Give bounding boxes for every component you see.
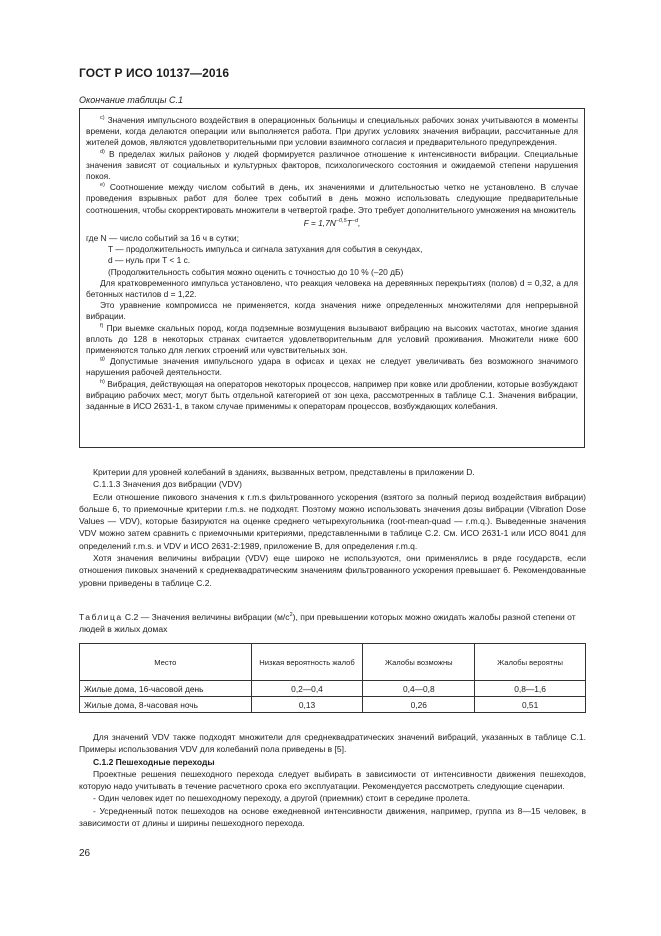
note-g <box>86 356 578 378</box>
paragraph: Если отношение пикового значения к r.m.s фильтрованного ускорения (взятого за полный период воздействия вибрации) больше 6, то приемочные критерии r.m.s. не подходят. Поэтому можно использовать значения дозы вибрации (Vibration Dose Values — VDV), которые базируются на оценке среднего четырехугольника (root-mean-quad — r.m.q.). Выведенные значения VDV можно затем сравнить с приемочными критериями, представленными в таблице С.2. См. ИСО 2631-1 или ИСО 8041 для определений r.m.s. и VDV и ИСО 2631-2:1989, приложение В, для определения r.m.q. <box>79 491 586 551</box>
note-marker: h) <box>100 378 105 385</box>
where-intro: где N — число событий за 16 ч в сутки; <box>86 233 239 244</box>
formula-part: F = 1,7N <box>303 217 336 228</box>
note-text: При выемке скальных пород, когда подземные возмущения вызывают вибрацию на высоких частотах, многие здания вплоть до 128 в некоторых странах считается удовлетворительным для условий проживания. Множители ниже 600 применяются только для легких строений или чувствительных зон. <box>86 322 578 356</box>
note-h <box>86 379 578 413</box>
note-d <box>86 149 578 183</box>
note-text: Вибрация, действующая на операторов некоторых процессов, например при ковке или дроблении, которые возбуждают вибрацию рабочих мест, могут быть отдельной категорией от зон цеха, рассмотренных в таблице С.1. Значения вибрации, заданные в ИСО 2631-1, в таком случае применимы к операторам процессов, возбуждающих колебания. <box>86 378 579 412</box>
vibration-table <box>79 643 586 713</box>
table-notes-box <box>79 108 585 448</box>
paragraph: Критерии для уровней колебаний в зданиях, вызванных ветром, представлены в приложении D. <box>93 467 475 477</box>
caption-text: ), при превышении которых можно ожидать жалобы разной степени от людей в жилых домах <box>79 612 576 634</box>
table-cell: 0,13 <box>251 697 363 713</box>
table-continuation-label: Окончание таблицы С.1 <box>79 95 183 105</box>
note-c <box>86 115 578 149</box>
note-e <box>86 182 578 216</box>
caption-label: Таблица <box>79 612 123 622</box>
formula-exponent: −0,5 <box>335 218 347 225</box>
note-text: Значения импульсного воздействия в операционных больницы и специальных рабочих зонах учитываются в моменты времени, когда делаются операции или выполняется работа. При других условиях значения вибрации, рассчитанные для жителей домов, являются удовлетворительными при условии взаимного согласия и предварительного предупреждения. <box>86 115 579 148</box>
table-cell: 0,8—1,6 <box>475 681 586 697</box>
column-header: Жалобы возможны <box>363 644 475 681</box>
paragraph: Проектные решения пешеходного перехода следует выбирать в зависимости от интенсивности движения пешеходов, которую надо учитывать в течение расчетного срока его эксплуатации. Рекомендуется рассмотреть следующие сценарии. <box>79 768 586 792</box>
table-cell: Жилые дома, 8-часовая ночь <box>80 697 252 713</box>
column-header: Низкая вероятность жалоб <box>251 644 363 681</box>
note-marker: d) <box>100 148 105 155</box>
body-section-1 <box>79 466 586 589</box>
formula-part: , <box>358 217 361 228</box>
column-header: Жалобы вероятны <box>475 644 586 681</box>
formula-part: T <box>346 217 352 228</box>
section-heading: С.1.1.3 Значения доз вибрации (VDV) <box>93 479 242 490</box>
table-cell: 0,2—0,4 <box>251 681 363 697</box>
table-cell: Жилые дома, 16-часовой день <box>80 681 252 697</box>
note-marker: f) <box>100 322 104 329</box>
table-cell: 0,26 <box>363 697 475 713</box>
table-caption <box>79 611 586 635</box>
where-duration: (Продолжительность события можно оценить с точностью до 10 % (–20 дБ) <box>108 266 404 277</box>
column-header: Место <box>80 644 252 681</box>
caption-text: С.2 — Значения величины вибрации (м/с <box>124 612 290 622</box>
table-row <box>80 697 586 713</box>
note-text: Допустимые значения импульсного удара в офисах и цехах не следует увеличивать без возможного значимого нарушения рабочей деятельности. <box>86 356 579 378</box>
list-item: - Усредненный поток пешеходов на основе ежедневной интенсивности движения, например, группа из 8—15 человек, в зависимости от длины и ширины пешеходного перехода. <box>79 805 586 829</box>
list-item: - Один человек идет по пешеходному переходу, а другой (приемник) стоит в середине пролета. <box>93 793 471 804</box>
note-marker: c) <box>100 115 105 122</box>
not-applied-text: Это уравнение компромисса не применяется, когда значения ниже определенных множителями для непрерывной вибрации. <box>86 300 578 322</box>
formula <box>86 218 578 229</box>
short-pulse-text: Для кратковременного импульса установлено, что реакция человека на деревянных перекрытиях (полов) d = 0,32, а для бетонных настилов d = 1,22. <box>86 277 578 300</box>
paragraph: Для значений VDV также подходят множители для среднеквадратических значений вибраций, указанных в таблице С.1. Примеры использования VDV для колебаний пола приведены в [5]. <box>79 732 586 755</box>
table-header-row <box>80 644 586 681</box>
table-row <box>80 681 586 697</box>
where-T: T — продолжительность импульса и сигнала затухания для события в секундах, <box>108 244 423 255</box>
caption-superscript: 2 <box>289 612 293 619</box>
section-heading: С.1.2 Пешеходные переходы <box>93 756 215 767</box>
document-header: ГОСТ Р ИСО 10137—2016 <box>79 66 230 80</box>
note-marker: e) <box>100 182 105 189</box>
note-f <box>86 323 578 357</box>
note-text: В пределах жилых районов у людей формируется различное отношение к интенсивности вибрации. Специальные значения зависят от социальных и культурных факторов, психологического состояния и ожидаемой степени нарушения покоя. <box>86 148 579 182</box>
note-text: Соотношение между числом событий в день, их значениями и длительностью четко не установлено. В случае проведения взрывных работ для более трех событий в день можно использовать следующие предварительные соотношения, чтобы скорректировать множители в четвертой графе. Это требует дополнительного умножения на множитель <box>86 182 579 215</box>
table-cell: 0,51 <box>475 697 586 713</box>
paragraph: Хотя значения величины вибрации (VDV) еще широко не используются, они применялись в ряде государств, если отношения пиковых значений к среднеквадратическим значениям фильтрованного ускорения превышает 6. Рекомендованные уровни приведены в таблице С.2. <box>79 553 586 588</box>
body-section-2 <box>79 731 586 829</box>
table-cell: 0,4—0,8 <box>363 681 475 697</box>
where-d: d — нуль при T < 1 с. <box>108 255 191 266</box>
formula-exponent: −d <box>351 218 359 225</box>
page-number: 26 <box>79 848 91 859</box>
note-marker: g) <box>100 356 105 363</box>
